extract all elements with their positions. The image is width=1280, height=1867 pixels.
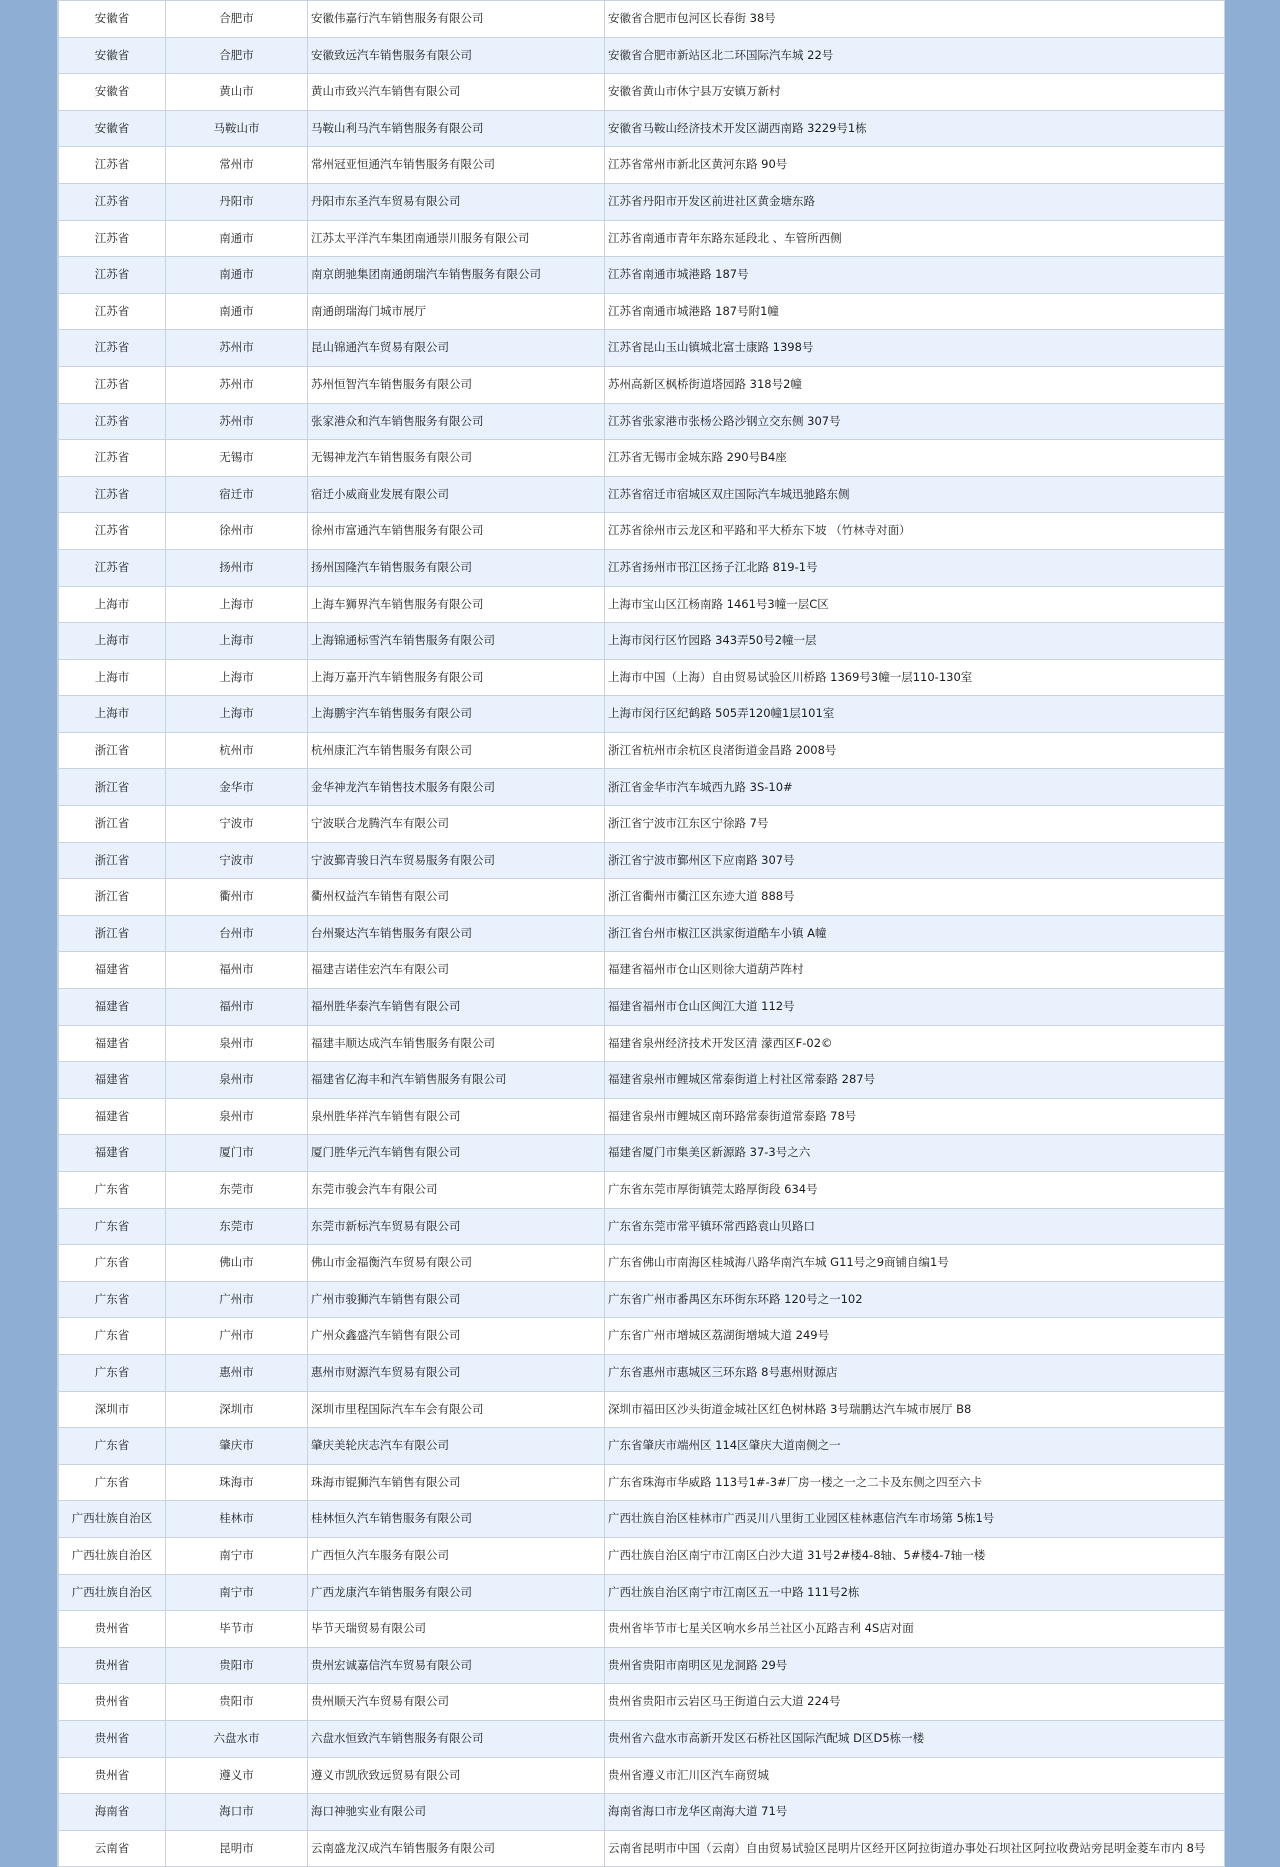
- address-cell: 福建省厦门市集美区新源路 37-3号之六: [605, 1135, 1225, 1172]
- dealer-name-cell: 昆山锦通汽车贸易有限公司: [308, 330, 605, 367]
- province-cell: 贵州省: [59, 1720, 166, 1757]
- province-cell: 江苏省: [59, 183, 166, 220]
- table-row: [59, 293, 1225, 330]
- address-cell: 浙江省台州市椒江区洪家街道酷车小镇 A幢: [605, 915, 1225, 952]
- province-cell: 广东省: [59, 1464, 166, 1501]
- province-cell: 江苏省: [59, 257, 166, 294]
- province-cell: 广西壮族自治区: [59, 1501, 166, 1538]
- table-row: [59, 1611, 1225, 1648]
- city-cell: 宿迁市: [166, 476, 308, 513]
- table-row: [59, 183, 1225, 220]
- dealer-name-cell: 广州市骏狮汽车销售有限公司: [308, 1281, 605, 1318]
- province-cell: 安徽省: [59, 74, 166, 111]
- address-cell: 江苏省南通市城港路 187号: [605, 257, 1225, 294]
- dealer-name-cell: 上海万嘉开汽车销售服务有限公司: [308, 659, 605, 696]
- dealer-name-cell: 福州胜华泰汽车销售有限公司: [308, 989, 605, 1026]
- address-cell: 浙江省宁波市江东区宁徐路 7号: [605, 806, 1225, 843]
- city-cell: 南通市: [166, 257, 308, 294]
- province-cell: 广东省: [59, 1428, 166, 1465]
- table-row: [59, 74, 1225, 111]
- address-cell: 广东省广州市番禺区东环街东环路 120号之一102: [605, 1281, 1225, 1318]
- province-cell: 云南省: [59, 1830, 166, 1867]
- dealer-name-cell: 六盘水恒致汽车销售服务有限公司: [308, 1720, 605, 1757]
- province-cell: 海南省: [59, 1794, 166, 1831]
- table-row: [59, 1794, 1225, 1831]
- address-cell: 广东省广州市增城区荔湖街增城大道 249号: [605, 1318, 1225, 1355]
- address-cell: 江苏省昆山玉山镇城北富士康路 1398号: [605, 330, 1225, 367]
- table-row: [59, 1098, 1225, 1135]
- province-cell: 浙江省: [59, 732, 166, 769]
- province-cell: 安徽省: [59, 37, 166, 74]
- province-cell: 广东省: [59, 1318, 166, 1355]
- province-cell: 江苏省: [59, 549, 166, 586]
- city-cell: 徐州市: [166, 513, 308, 550]
- city-cell: 丹阳市: [166, 183, 308, 220]
- city-cell: 广州市: [166, 1281, 308, 1318]
- table-row: [59, 1318, 1225, 1355]
- address-cell: 安徽省合肥市包河区长春街 38号: [605, 1, 1225, 38]
- city-cell: 合肥市: [166, 37, 308, 74]
- dealer-name-cell: 安徽伟嘉行汽车销售服务有限公司: [308, 1, 605, 38]
- address-cell: 浙江省杭州市余杭区良渚街道金昌路 2008号: [605, 732, 1225, 769]
- dealer-name-cell: 肇庆美轮庆志汽车有限公司: [308, 1428, 605, 1465]
- table-row: [59, 1537, 1225, 1574]
- address-cell: 贵州省六盘水市高新开发区石桥社区国际汽配城 D区D5栋一楼: [605, 1720, 1225, 1757]
- city-cell: 贵阳市: [166, 1684, 308, 1721]
- city-cell: 衢州市: [166, 879, 308, 916]
- table-row: [59, 403, 1225, 440]
- city-cell: 泉州市: [166, 1025, 308, 1062]
- city-cell: 台州市: [166, 915, 308, 952]
- dealer-name-cell: 珠海市锟狮汽车销售有限公司: [308, 1464, 605, 1501]
- address-cell: 浙江省衢州市衢江区东迹大道 888号: [605, 879, 1225, 916]
- city-cell: 上海市: [166, 623, 308, 660]
- dealer-name-cell: 苏州恒智汽车销售服务有限公司: [308, 366, 605, 403]
- address-cell: 江苏省徐州市云龙区和平路和平大桥东下坡 （竹林寺对面）: [605, 513, 1225, 550]
- address-cell: 广东省东莞市常平镇环常西路袁山贝路口: [605, 1208, 1225, 1245]
- table-row: [59, 659, 1225, 696]
- province-cell: 贵州省: [59, 1684, 166, 1721]
- address-cell: 广东省惠州市惠城区三环东路 8号惠州财源店: [605, 1354, 1225, 1391]
- address-cell: 江苏省无锡市金城东路 290号B4座: [605, 440, 1225, 477]
- address-cell: 广东省东莞市厚街镇莞太路厚街段 634号: [605, 1172, 1225, 1209]
- city-cell: 遵义市: [166, 1757, 308, 1794]
- city-cell: 毕节市: [166, 1611, 308, 1648]
- address-cell: 浙江省宁波市鄞州区下应南路 307号: [605, 842, 1225, 879]
- table-row: [59, 1, 1225, 38]
- address-cell: 福建省泉州市鲤城区常泰街道上村社区常泰路 287号: [605, 1062, 1225, 1099]
- dealer-name-cell: 佛山市金福衡汽车贸易有限公司: [308, 1245, 605, 1282]
- address-cell: 贵州省贵阳市南明区见龙洞路 29号: [605, 1647, 1225, 1684]
- table-row: [59, 1757, 1225, 1794]
- address-cell: 江苏省南通市青年东路东延段北 、车管所西侧: [605, 220, 1225, 257]
- address-cell: 苏州高新区枫桥街道塔园路 318号2幢: [605, 366, 1225, 403]
- dealer-name-cell: 宁波联合龙腾汽车有限公司: [308, 806, 605, 843]
- province-cell: 上海市: [59, 586, 166, 623]
- dealer-table-sheet: [57, 0, 1225, 1867]
- address-cell: 贵州省毕节市七星关区响水乡吊兰社区小瓦路吉利 4S店对面: [605, 1611, 1225, 1648]
- table-row: [59, 1062, 1225, 1099]
- table-row: [59, 330, 1225, 367]
- table-row: [59, 1428, 1225, 1465]
- dealer-name-cell: 福建丰顺达成汽车销售服务有限公司: [308, 1025, 605, 1062]
- province-cell: 福建省: [59, 1062, 166, 1099]
- province-cell: 上海市: [59, 623, 166, 660]
- city-cell: 无锡市: [166, 440, 308, 477]
- address-cell: 江苏省宿迁市宿城区双庄国际汽车城迅驰路东侧: [605, 476, 1225, 513]
- dealer-name-cell: 宁波鄞青骏日汽车贸易服务有限公司: [308, 842, 605, 879]
- province-cell: 江苏省: [59, 476, 166, 513]
- dealer-name-cell: 上海鹏宇汽车销售服务有限公司: [308, 696, 605, 733]
- city-cell: 桂林市: [166, 1501, 308, 1538]
- city-cell: 南宁市: [166, 1574, 308, 1611]
- dealer-name-cell: 江苏太平洋汽车集团南通崇川服务有限公司: [308, 220, 605, 257]
- address-cell: 广东省珠海市华威路 113号1#-3#厂房一楼之一之二卡及东侧之四至六卡: [605, 1464, 1225, 1501]
- dealer-name-cell: 台州聚达汽车销售服务有限公司: [308, 915, 605, 952]
- dealer-name-cell: 遵义市凯欣致远贸易有限公司: [308, 1757, 605, 1794]
- address-cell: 福建省泉州市鲤城区南环路常泰街道常泰路 78号: [605, 1098, 1225, 1135]
- table-row: [59, 1025, 1225, 1062]
- province-cell: 安徽省: [59, 110, 166, 147]
- dealer-table: [58, 0, 1225, 1867]
- dealer-name-cell: 桂林恒久汽车销售服务有限公司: [308, 1501, 605, 1538]
- address-cell: 上海市宝山区江杨南路 1461号3幢一层C区: [605, 586, 1225, 623]
- province-cell: 贵州省: [59, 1757, 166, 1794]
- address-cell: 安徽省马鞍山经济技术开发区湖西南路 3229号1栋: [605, 110, 1225, 147]
- city-cell: 南通市: [166, 293, 308, 330]
- table-row: [59, 1720, 1225, 1757]
- city-cell: 上海市: [166, 659, 308, 696]
- dealer-name-cell: 金华神龙汽车销售技术服务有限公司: [308, 769, 605, 806]
- province-cell: 江苏省: [59, 440, 166, 477]
- address-cell: 江苏省丹阳市开发区前进社区黄金塘东路: [605, 183, 1225, 220]
- table-row: [59, 1208, 1225, 1245]
- city-cell: 苏州市: [166, 330, 308, 367]
- dealer-name-cell: 徐州市富通汽车销售服务有限公司: [308, 513, 605, 550]
- city-cell: 东莞市: [166, 1208, 308, 1245]
- dealer-name-cell: 厦门胜华元汽车销售有限公司: [308, 1135, 605, 1172]
- address-cell: 江苏省常州市新北区黄河东路 90号: [605, 147, 1225, 184]
- table-row: [59, 110, 1225, 147]
- dealer-name-cell: 贵州宏诚嘉信汽车贸易有限公司: [308, 1647, 605, 1684]
- dealer-name-cell: 衢州权益汽车销售有限公司: [308, 879, 605, 916]
- city-cell: 南通市: [166, 220, 308, 257]
- province-cell: 广东省: [59, 1281, 166, 1318]
- city-cell: 马鞍山市: [166, 110, 308, 147]
- province-cell: 福建省: [59, 989, 166, 1026]
- dealer-name-cell: 云南盛龙汉成汽车销售服务有限公司: [308, 1830, 605, 1867]
- city-cell: 上海市: [166, 586, 308, 623]
- dealer-name-cell: 黄山市致兴汽车销售有限公司: [308, 74, 605, 111]
- province-cell: 江苏省: [59, 366, 166, 403]
- dealer-name-cell: 毕节天瑞贸易有限公司: [308, 1611, 605, 1648]
- address-cell: 云南省昆明市中国（云南）自由贸易试验区昆明片区经开区阿拉街道办事处石坝社区阿拉收费站旁昆明金菱车市内 8号: [605, 1830, 1225, 1867]
- province-cell: 福建省: [59, 1025, 166, 1062]
- address-cell: 安徽省合肥市新站区北二环国际汽车城 22号: [605, 37, 1225, 74]
- city-cell: 泉州市: [166, 1062, 308, 1099]
- province-cell: 浙江省: [59, 806, 166, 843]
- city-cell: 宁波市: [166, 842, 308, 879]
- province-cell: 浙江省: [59, 879, 166, 916]
- city-cell: 惠州市: [166, 1354, 308, 1391]
- city-cell: 合肥市: [166, 1, 308, 38]
- table-row: [59, 220, 1225, 257]
- table-row: [59, 1464, 1225, 1501]
- table-row: [59, 1647, 1225, 1684]
- city-cell: 苏州市: [166, 403, 308, 440]
- city-cell: 昆明市: [166, 1830, 308, 1867]
- address-cell: 江苏省南通市城港路 187号附1幢: [605, 293, 1225, 330]
- table-row: [59, 915, 1225, 952]
- province-cell: 贵州省: [59, 1611, 166, 1648]
- address-cell: 广西壮族自治区南宁市江南区白沙大道 31号2#楼4-8轴、5#楼4-7轴一楼: [605, 1537, 1225, 1574]
- city-cell: 上海市: [166, 696, 308, 733]
- table-row: [59, 989, 1225, 1026]
- city-cell: 东莞市: [166, 1172, 308, 1209]
- table-row: [59, 952, 1225, 989]
- province-cell: 浙江省: [59, 842, 166, 879]
- table-row: [59, 513, 1225, 550]
- table-row: [59, 1684, 1225, 1721]
- dealer-name-cell: 海口神驰实业有限公司: [308, 1794, 605, 1831]
- city-cell: 扬州市: [166, 549, 308, 586]
- dealer-name-cell: 贵州顺天汽车贸易有限公司: [308, 1684, 605, 1721]
- table-row: [59, 623, 1225, 660]
- province-cell: 江苏省: [59, 403, 166, 440]
- city-cell: 广州市: [166, 1318, 308, 1355]
- province-cell: 江苏省: [59, 330, 166, 367]
- province-cell: 江苏省: [59, 513, 166, 550]
- address-cell: 广西壮族自治区桂林市广西灵川八里街工业园区桂林惠信汽车市场第 5栋1号: [605, 1501, 1225, 1538]
- table-row: [59, 147, 1225, 184]
- province-cell: 江苏省: [59, 293, 166, 330]
- province-cell: 广东省: [59, 1354, 166, 1391]
- table-row: [59, 769, 1225, 806]
- province-cell: 江苏省: [59, 147, 166, 184]
- city-cell: 六盘水市: [166, 1720, 308, 1757]
- dealer-name-cell: 无锡神龙汽车销售服务有限公司: [308, 440, 605, 477]
- province-cell: 广东省: [59, 1245, 166, 1282]
- city-cell: 贵阳市: [166, 1647, 308, 1684]
- table-row: [59, 696, 1225, 733]
- province-cell: 福建省: [59, 1098, 166, 1135]
- dealer-name-cell: 福建吉诺佳宏汽车有限公司: [308, 952, 605, 989]
- address-cell: 江苏省张家港市张杨公路沙钢立交东侧 307号: [605, 403, 1225, 440]
- dealer-name-cell: 上海锦通标雪汽车销售服务有限公司: [308, 623, 605, 660]
- address-cell: 上海市中国（上海）自由贸易试验区川桥路 1369号3幢一层110-130室: [605, 659, 1225, 696]
- province-cell: 广西壮族自治区: [59, 1537, 166, 1574]
- dealer-name-cell: 常州冠亚恒通汽车销售服务有限公司: [308, 147, 605, 184]
- address-cell: 广东省佛山市南海区桂城海八路华南汽车城 G11号之9商铺自编1号: [605, 1245, 1225, 1282]
- dealer-name-cell: 南京朗驰集团南通朗瑞汽车销售服务有限公司: [308, 257, 605, 294]
- province-cell: 浙江省: [59, 915, 166, 952]
- table-row: [59, 366, 1225, 403]
- city-cell: 泉州市: [166, 1098, 308, 1135]
- city-cell: 佛山市: [166, 1245, 308, 1282]
- city-cell: 黄山市: [166, 74, 308, 111]
- city-cell: 厦门市: [166, 1135, 308, 1172]
- city-cell: 苏州市: [166, 366, 308, 403]
- table-row: [59, 1354, 1225, 1391]
- table-row: [59, 476, 1225, 513]
- address-cell: 贵州省遵义市汇川区汽车商贸城: [605, 1757, 1225, 1794]
- dealer-name-cell: 丹阳市东圣汽车贸易有限公司: [308, 183, 605, 220]
- address-cell: 上海市闵行区竹园路 343弄50号2幢一层: [605, 623, 1225, 660]
- dealer-name-cell: 杭州康汇汽车销售服务有限公司: [308, 732, 605, 769]
- province-cell: 安徽省: [59, 1, 166, 38]
- dealer-name-cell: 惠州市财源汽车贸易有限公司: [308, 1354, 605, 1391]
- province-cell: 深圳市: [59, 1391, 166, 1428]
- city-cell: 肇庆市: [166, 1428, 308, 1465]
- dealer-name-cell: 广西龙康汽车销售服务有限公司: [308, 1574, 605, 1611]
- city-cell: 南宁市: [166, 1537, 308, 1574]
- dealer-name-cell: 马鞍山利马汽车销售服务有限公司: [308, 110, 605, 147]
- province-cell: 上海市: [59, 696, 166, 733]
- dealer-name-cell: 宿迁小威商业发展有限公司: [308, 476, 605, 513]
- table-row: [59, 1172, 1225, 1209]
- province-cell: 广东省: [59, 1172, 166, 1209]
- table-row: [59, 879, 1225, 916]
- province-cell: 浙江省: [59, 769, 166, 806]
- province-cell: 福建省: [59, 952, 166, 989]
- city-cell: 深圳市: [166, 1391, 308, 1428]
- table-row: [59, 257, 1225, 294]
- dealer-name-cell: 上海车狮界汽车销售服务有限公司: [308, 586, 605, 623]
- city-cell: 宁波市: [166, 806, 308, 843]
- table-row: [59, 1391, 1225, 1428]
- table-row: [59, 440, 1225, 477]
- address-cell: 广西壮族自治区南宁市江南区五一中路 111号2栋: [605, 1574, 1225, 1611]
- dealer-name-cell: 扬州国隆汽车销售服务有限公司: [308, 549, 605, 586]
- dealer-name-cell: 福建省亿海丰和汽车销售服务有限公司: [308, 1062, 605, 1099]
- city-cell: 海口市: [166, 1794, 308, 1831]
- dealer-name-cell: 泉州胜华祥汽车销售有限公司: [308, 1098, 605, 1135]
- address-cell: 贵州省贵阳市云岩区马王街道白云大道 224号: [605, 1684, 1225, 1721]
- address-cell: 深圳市福田区沙头街道金城社区红色树林路 3号瑞鹏达汽车城市展厅 B8: [605, 1391, 1225, 1428]
- table-row: [59, 37, 1225, 74]
- address-cell: 海南省海口市龙华区南海大道 71号: [605, 1794, 1225, 1831]
- dealer-name-cell: 东莞市新标汽车贸易有限公司: [308, 1208, 605, 1245]
- dealer-name-cell: 南通朗瑞海门城市展厅: [308, 293, 605, 330]
- table-row: [59, 1501, 1225, 1538]
- table-row: [59, 549, 1225, 586]
- province-cell: 广西壮族自治区: [59, 1574, 166, 1611]
- table-row: [59, 842, 1225, 879]
- address-cell: 福建省福州市仓山区则徐大道葫芦阵村: [605, 952, 1225, 989]
- province-cell: 福建省: [59, 1135, 166, 1172]
- province-cell: 江苏省: [59, 220, 166, 257]
- province-cell: 广东省: [59, 1208, 166, 1245]
- table-row: [59, 586, 1225, 623]
- table-row: [59, 1574, 1225, 1611]
- address-cell: 广东省肇庆市端州区 114区肇庆大道南侧之一: [605, 1428, 1225, 1465]
- table-row: [59, 1245, 1225, 1282]
- city-cell: 常州市: [166, 147, 308, 184]
- dealer-name-cell: 东莞市骏会汽车有限公司: [308, 1172, 605, 1209]
- city-cell: 金华市: [166, 769, 308, 806]
- city-cell: 珠海市: [166, 1464, 308, 1501]
- address-cell: 福建省泉州经济技术开发区清 濛西区F-02©: [605, 1025, 1225, 1062]
- city-cell: 福州市: [166, 989, 308, 1026]
- dealer-name-cell: 广西恒久汽车服务有限公司: [308, 1537, 605, 1574]
- address-cell: 福建省福州市仓山区闽江大道 112号: [605, 989, 1225, 1026]
- city-cell: 福州市: [166, 952, 308, 989]
- province-cell: 上海市: [59, 659, 166, 696]
- dealer-name-cell: 安徽致远汽车销售服务有限公司: [308, 37, 605, 74]
- table-row: [59, 1281, 1225, 1318]
- dealer-name-cell: 张家港众和汽车销售服务有限公司: [308, 403, 605, 440]
- address-cell: 浙江省金华市汽车城西九路 3S-10#: [605, 769, 1225, 806]
- dealer-name-cell: 广州众鑫盛汽车销售有限公司: [308, 1318, 605, 1355]
- address-cell: 江苏省扬州市邗江区扬子江北路 819-1号: [605, 549, 1225, 586]
- dealer-table-body: [59, 1, 1225, 1867]
- city-cell: 杭州市: [166, 732, 308, 769]
- table-row: [59, 806, 1225, 843]
- table-row: [59, 1135, 1225, 1172]
- province-cell: 贵州省: [59, 1647, 166, 1684]
- table-row: [59, 1830, 1225, 1867]
- dealer-name-cell: 深圳市里程国际汽车车会有限公司: [308, 1391, 605, 1428]
- address-cell: 上海市闵行区纪鹤路 505弄120幢1层101室: [605, 696, 1225, 733]
- table-row: [59, 732, 1225, 769]
- address-cell: 安徽省黄山市休宁县万安镇万新村: [605, 74, 1225, 111]
